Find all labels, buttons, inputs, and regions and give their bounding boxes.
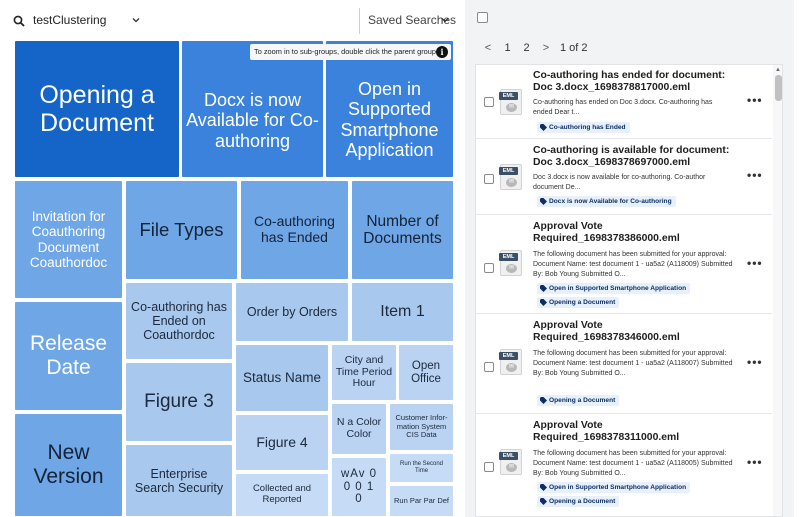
- cluster-tag[interactable]: [537, 482, 690, 493]
- cluster-tag[interactable]: [537, 395, 619, 406]
- zoom-tooltip: To zoom in to sub-groups, double click the parent group: [250, 44, 451, 60]
- cluster-tile-label: N a Color Color: [336, 416, 382, 440]
- cluster-tile[interactable]: [236, 283, 348, 341]
- cluster-tile[interactable]: [352, 283, 453, 341]
- row-checkbox[interactable]: [484, 97, 494, 107]
- result-row[interactable]: [476, 140, 772, 215]
- eml-file-icon: [500, 250, 522, 276]
- envelope-icon: ✉: [506, 264, 517, 273]
- scroll-up-icon[interactable]: ▲: [775, 67, 781, 73]
- envelope-icon: ✉: [506, 463, 517, 472]
- result-title[interactable]: Co-authoring is available for document: Doc 3.docx_1698378697000.eml: [533, 145, 730, 168]
- result-row[interactable]: [476, 415, 772, 515]
- cluster-tile-label: Open in Supported Smartphone Application: [340, 79, 439, 160]
- cluster-tag[interactable]: [537, 496, 619, 507]
- cluster-tile-label: Status Name: [242, 370, 322, 386]
- results-panel: [465, 0, 794, 517]
- next-page-button[interactable]: >: [542, 42, 550, 54]
- cluster-tile[interactable]: [390, 486, 453, 516]
- cluster-tile-label: Invitation for Coauthoring Document Coauthordoc: [29, 209, 108, 270]
- cluster-tile[interactable]: [15, 302, 122, 410]
- cluster-tile-label: Figure 3: [144, 391, 214, 413]
- result-row[interactable]: [476, 216, 772, 314]
- cluster-tile[interactable]: [326, 41, 453, 177]
- cluster-tile[interactable]: [126, 445, 232, 516]
- scrollbar[interactable]: [773, 65, 783, 516]
- chevron-down-icon[interactable]: [440, 15, 450, 25]
- result-snippet: The following document has been submitted for your approval: Document Name: test document 1 - ua5a2 (A118007) Submitted By: Bob Young Submitted O...: [533, 350, 733, 377]
- envelope-icon: ✉: [506, 363, 517, 372]
- cluster-tile-label: Collected and Reported: [252, 483, 312, 505]
- cluster-tag[interactable]: [537, 283, 690, 294]
- page-info: 1 of 2: [560, 42, 588, 54]
- result-snippet: The following document has been submitted for your approval: Document Name: test document 1 - ua5a2 (A118005) Submitted By: Bob Young Submitted O...: [533, 450, 733, 477]
- more-options-button[interactable]: •••: [747, 355, 763, 369]
- cluster-tile-label: wAv 0 0 0 1 0: [340, 467, 378, 506]
- result-title[interactable]: Approval Vote Required_1698378386000.eml: [533, 221, 680, 244]
- cluster-tile-label: Number of Documents: [363, 212, 442, 247]
- eml-file-icon: [500, 89, 522, 115]
- cluster-tile[interactable]: [236, 345, 328, 411]
- cluster-tile-label: File Types: [139, 218, 224, 240]
- cluster-tag[interactable]: [537, 297, 619, 308]
- search-input[interactable]: testClustering: [33, 13, 107, 27]
- file-type-label: EML: [499, 167, 518, 175]
- page-link[interactable]: 1: [504, 42, 511, 54]
- tag-icon: [540, 397, 547, 404]
- divider: [359, 8, 360, 34]
- cluster-tag[interactable]: [537, 196, 676, 207]
- cluster-tile[interactable]: [332, 458, 386, 516]
- more-options-button[interactable]: •••: [747, 93, 763, 107]
- row-checkbox[interactable]: [484, 462, 494, 472]
- select-all-checkbox[interactable]: [477, 12, 488, 23]
- cluster-tile-label: New Version: [33, 441, 104, 488]
- tag-icon: [540, 299, 547, 306]
- cluster-tile[interactable]: [332, 345, 396, 400]
- cluster-tile[interactable]: [332, 404, 386, 454]
- result-row[interactable]: [476, 65, 772, 139]
- cluster-tag[interactable]: [537, 122, 630, 133]
- cluster-tile-label: Open Office: [411, 359, 441, 385]
- search-icon: [13, 15, 25, 27]
- more-options-button[interactable]: •••: [747, 256, 763, 270]
- cluster-tile-label: Customer Infor-mation System CIS Data: [395, 413, 448, 440]
- envelope-icon: ✉: [506, 178, 517, 187]
- cluster-tile[interactable]: [15, 181, 122, 298]
- tag-label: Opening a Document: [549, 498, 616, 505]
- result-title[interactable]: Co-authoring has ended for document: Doc 3.docx_1698378817000.eml: [533, 70, 726, 93]
- row-checkbox[interactable]: [484, 174, 494, 184]
- cluster-tile-label: Run Par Par Def: [393, 495, 450, 505]
- tag-icon: [540, 285, 547, 292]
- file-type-label: EML: [499, 253, 518, 261]
- cluster-tile[interactable]: [126, 283, 232, 359]
- cluster-tile-label: Co-authoring has Ended: [254, 213, 335, 245]
- cluster-tile-label: Run the Second Time: [399, 461, 444, 474]
- tag-icon: [540, 498, 547, 505]
- file-type-label: EML: [499, 92, 518, 100]
- tag-label: Opening a Document: [549, 299, 616, 306]
- cluster-tile[interactable]: [241, 181, 348, 279]
- tag-label: Open in Supported Smartphone Application: [549, 484, 687, 491]
- tag-icon: [540, 198, 547, 205]
- more-options-button[interactable]: •••: [747, 455, 763, 469]
- row-checkbox[interactable]: [484, 263, 494, 273]
- cluster-tile-label: Release Date: [29, 332, 108, 379]
- eml-file-icon: [500, 449, 522, 475]
- result-row[interactable]: [476, 315, 772, 414]
- cluster-tile[interactable]: [182, 41, 323, 177]
- cluster-tile-label: Order by Orders: [246, 305, 338, 319]
- row-checkbox[interactable]: [484, 362, 494, 372]
- cluster-tile[interactable]: [390, 404, 453, 450]
- cluster-tile[interactable]: [236, 474, 328, 516]
- tag-label: Docx is now Available for Co-authoring: [549, 198, 672, 205]
- cluster-tile[interactable]: [399, 345, 453, 400]
- file-type-label: EML: [499, 352, 518, 360]
- tag-icon: [540, 484, 547, 491]
- tag-label: Open in Supported Smartphone Application: [549, 285, 687, 292]
- pagination: [478, 40, 588, 56]
- cluster-tile[interactable]: [15, 41, 179, 177]
- cluster-tile-label: Docx is now Available for Co-authoring: [186, 90, 319, 151]
- cluster-tile[interactable]: [236, 415, 328, 470]
- cluster-tile[interactable]: [352, 181, 453, 279]
- cluster-tile[interactable]: [126, 181, 237, 279]
- results-list: [475, 64, 783, 517]
- tag-label: Co-authoring has Ended: [549, 124, 626, 131]
- file-type-label: EML: [499, 452, 518, 460]
- cluster-tile[interactable]: [15, 414, 122, 516]
- info-icon[interactable]: i: [436, 46, 448, 58]
- cluster-tile-label: City and Time Period Hour: [335, 353, 393, 390]
- cluster-tile-label: Co-authoring has Ended on Coauthordoc: [131, 300, 227, 342]
- cluster-tile[interactable]: [126, 363, 232, 441]
- scrollbar-thumb[interactable]: [775, 75, 782, 101]
- saved-searches-dropdown[interactable]: Saved Searches: [368, 13, 457, 27]
- result-snippet: Doc 3.docx is now available for co-authoring. Co-author document De...: [533, 174, 706, 191]
- search-bar: [0, 0, 462, 40]
- result-snippet: The following document has been submitted for your approval: Document Name: test document 1 - ua5a2 (A118009) Submitted By: Bob Young Submitted O...: [533, 251, 733, 278]
- eml-file-icon: [500, 349, 522, 375]
- tag-label: Opening a Document: [549, 397, 616, 404]
- eml-file-icon: [500, 164, 522, 190]
- result-title[interactable]: Approval Vote Required_1698378346000.eml: [533, 320, 680, 343]
- cluster-tile-label: Item 1: [380, 303, 425, 321]
- envelope-icon: ✉: [506, 103, 517, 112]
- page-link[interactable]: 2: [523, 42, 530, 54]
- result-snippet: Co-authoring has ended on Doc 3.docx. Co-authoring has ended Dear t...: [533, 99, 713, 116]
- prev-page-button[interactable]: <: [484, 42, 492, 54]
- more-options-button[interactable]: •••: [747, 168, 763, 182]
- result-title[interactable]: Approval Vote Required_1698378311000.eml: [533, 420, 680, 443]
- cluster-tile-label: Enterprise Search Security: [134, 466, 224, 495]
- tag-icon: [540, 124, 547, 131]
- cluster-tile-label: Figure 4: [256, 433, 308, 450]
- chevron-down-icon[interactable]: [131, 15, 141, 25]
- cluster-tile-label: Opening a Document: [39, 81, 155, 137]
- cluster-tile[interactable]: [390, 454, 453, 482]
